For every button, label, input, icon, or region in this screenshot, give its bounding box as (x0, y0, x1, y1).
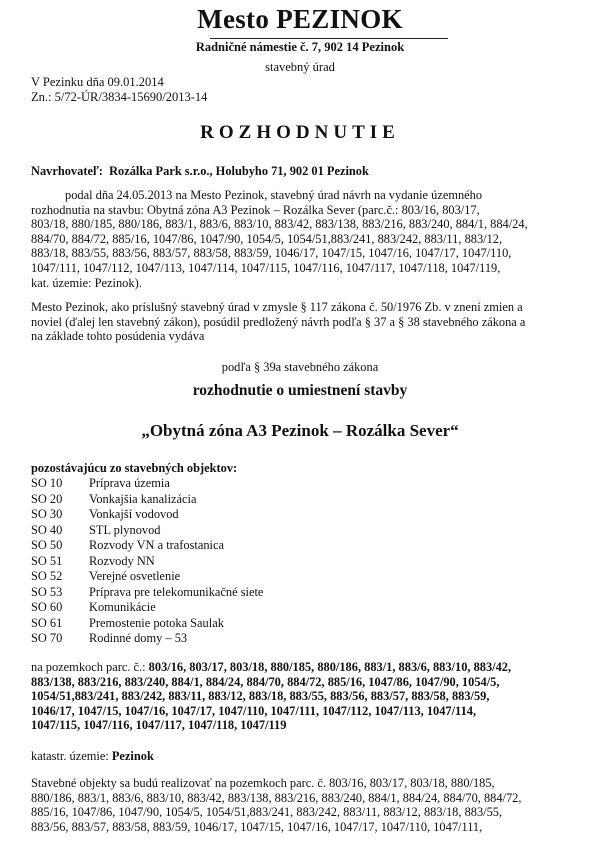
reference-number: Zn.: 5/72-ÚR/3834-15690/2013-14 (31, 90, 208, 104)
issue-date: V Pezinku dňa 09.01.2014 (31, 75, 164, 89)
applicant-label: Navrhovateľ: (31, 164, 103, 178)
project-name: „Obytná zóna A3 Pezinok – Rozálka Sever“ (141, 421, 459, 440)
parcel-line: 1047/115, 1047/116, 1047/117, 1047/118, 1047/119 (31, 718, 287, 733)
list-item: SO 60 Komunikácie (31, 600, 156, 614)
cadastral-label: katastr. územie: (31, 749, 112, 763)
applicant-line (31, 164, 369, 179)
legal-basis: podľa § 39a stavebného zákona (221, 360, 379, 374)
list-item: SO 30 Vonkajší vodovod (31, 507, 179, 521)
paragraph-line: Stavebné objekty sa budú realizovať na pozemkoch parc. č. 803/16, 803/17, 803/18, 880/185, (31, 776, 495, 790)
paragraph-line: 884/70, 884/72, 885/16, 1047/86, 1047/90, 1054/5, 1054/51,883/241, 883/242, 883/11, 883/12, (31, 231, 503, 246)
list-item: SO 20 Vonkajšia kanalizácia (31, 491, 197, 506)
paragraph-line: 880/186, 883/1, 883/6, 883/10, 883/42, 883/138, 883/216, 883/240, 884/1, 884/24, 884/70, 884/72, (31, 790, 522, 805)
paragraph-authority (31, 300, 571, 344)
parcels-list (31, 660, 576, 733)
document-title: ROZHODNUTIE (200, 122, 400, 143)
paragraph-line: Mesto Pezinok, ako príslušný stavebný úrad v zmysle § 117 zákona č. 50/1976 Zb. v znení zmien a (31, 300, 523, 314)
list-item: SO 40 STL plynovod (31, 522, 161, 537)
header-rule (210, 38, 448, 39)
city-address: Radničné námestie č. 7, 902 14 Pezinok (195, 40, 405, 54)
paragraph-line: 1047/111, 1047/112, 1047/113, 1047/114, 1047/115, 1047/116, 1047/117, 1047/118, 1047/119, (31, 260, 501, 275)
cadastral-value: Pezinok (111, 749, 154, 763)
paragraph-line: 885/16, 1047/86, 1047/90, 1054/5, 1054/51,883/241, 883/242, 883/11, 883/12, 883/18, 883/55, (31, 805, 503, 820)
list-item: SO 52 Verejné osvetlenie (31, 569, 181, 583)
list-item: SO 50 Rozvody VN a trafostanica (31, 538, 224, 552)
paragraph-line: noviel (ďalej len stavebný zákon), posúdil predložený návrh podľa § 37 a § 38 stavebného zákona a (31, 314, 526, 329)
city-title: Mesto PEZINOK (197, 4, 403, 34)
paragraph-line: 883/56, 883/57, 883/58, 883/59, 1046/17, 1047/15, 1047/16, 1047/17, 1047/110, 1047/111, (31, 819, 483, 834)
list-item: SO 53 Príprava pre telekomunikačné siete (31, 584, 264, 599)
cadastral-area (31, 749, 154, 764)
applicant-value: Rozálka Park s.r.o., Holubyho 71, 902 01 Pezinok (109, 164, 369, 178)
paragraph-line: kat. územie: Pezinok). (31, 275, 142, 290)
parcel-line: 883/138, 883/216, 883/240, 884/1, 884/24, 884/70, 884/72, 885/16, 1047/86, 1047/90, 1054/5, (31, 674, 500, 689)
paragraph-line: na základe tohto posúdenia vydáva (31, 329, 205, 344)
objects-heading: pozostávajúcu zo stavebných objektov: (31, 461, 238, 475)
list-item: SO 51 Rozvody NN (31, 553, 155, 568)
paragraph-line: rozhodnutia na stavbu: Obytná zóna A3 Pezinok – Rozálka Sever (parc.č.: 803/16, 803/17, (31, 202, 480, 217)
parcels-prefix: na pozemkoch parc. č.: (31, 660, 149, 674)
paragraph-line: 803/18, 880/185, 880/186, 883/1, 883/6, 883/10, 883/42, 883/138, 883/216, 883/240, 884/1, 884/24, (31, 217, 528, 232)
objects-list (31, 476, 263, 647)
parcel-line: 1054/51,883/241, 883/242, 883/11, 883/12, 883/18, 883/55, 883/56, 883/57, 883/58, 883/59, (31, 689, 490, 704)
paragraph-line: 883/18, 883/55, 883/56, 883/57, 883/58, 883/59, 1046/17, 1047/15, 1047/16, 1047/17, 1047/110, (31, 246, 512, 261)
parcel-line: na pozemkoch parc. č.: 803/16, 803/17, 803/18, 880/185, 880/186, 883/1, 883/6, 883/10, 883/42, (31, 660, 512, 674)
paragraph-request (31, 188, 571, 290)
list-item: SO 70 Rodinné domy – 53 (31, 631, 188, 645)
list-item: SO 61 Premostenie potoka Saulak (31, 615, 224, 630)
parcel-line: 1046/17, 1047/15, 1047/16, 1047/17, 1047/110, 1047/111, 1047/112, 1047/113, 1047/114, (31, 703, 477, 718)
decision-heading: rozhodnutie o umiestnení stavby (192, 382, 408, 399)
office-name: stavebný úrad (265, 60, 335, 74)
paragraph-line: podal dňa 24.05.2013 na Mesto Pezinok, stavebný úrad návrh na vydanie územného (65, 188, 483, 202)
paragraph-realization (31, 776, 576, 834)
list-item: SO 10 Príprava územia (31, 476, 170, 490)
